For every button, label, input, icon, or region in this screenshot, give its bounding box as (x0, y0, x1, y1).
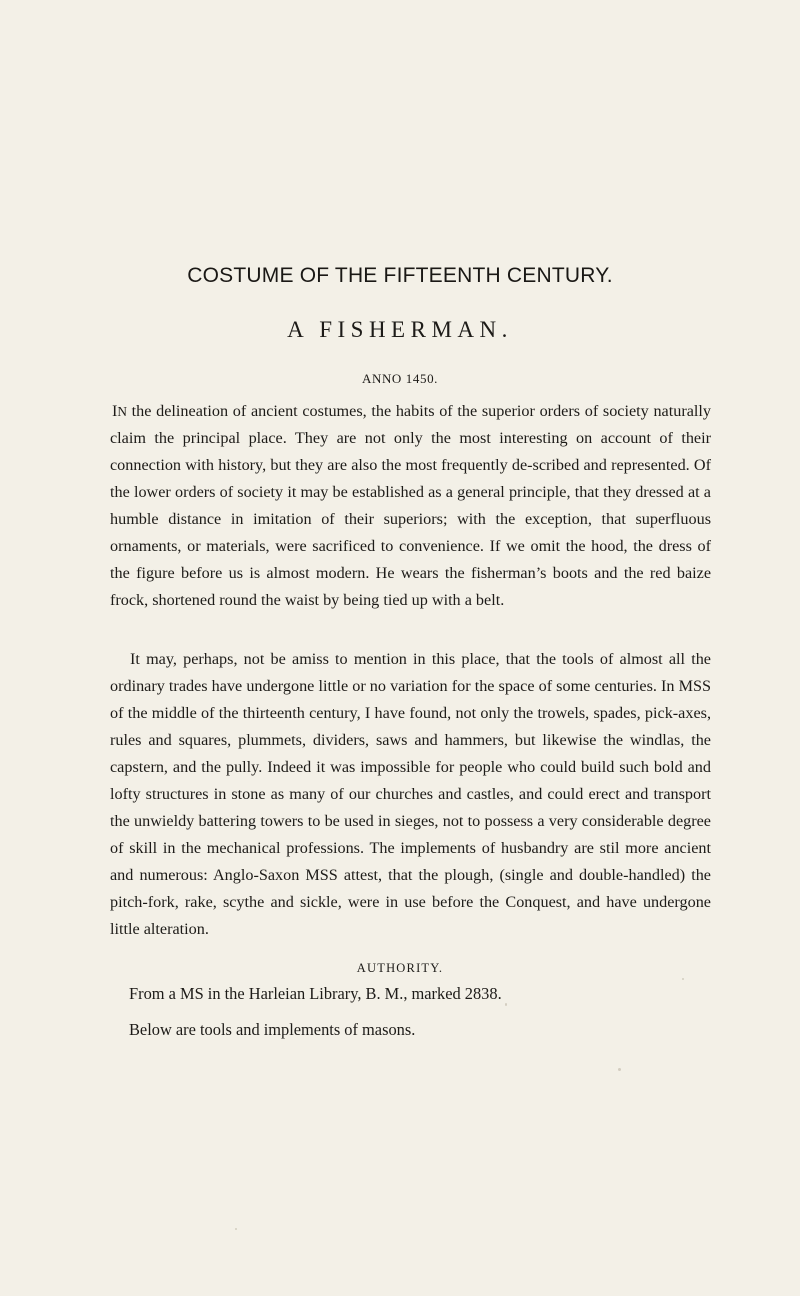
drop-word-rest: N (117, 404, 127, 419)
running-head: COSTUME OF THE FIFTEENTH CENTURY. (187, 264, 613, 287)
closing-text: Below are tools and implements of masons. (129, 1020, 416, 1039)
paper-speck (682, 978, 684, 980)
paper-speck (618, 1068, 621, 1071)
paragraph-2: It may, perhaps, not be amiss to mention in this place, that the tools of almost all the ordinary trades have undergone little or no variation for the space of some centuries. In MSS of the middle of the thirteenth century, I have found, not only the trowels, spades, pick-axes, rules and squares, plummets, dividers, saws and hammers, but likewise the windlas, the capstern, and the pully. Indeed it was impossible for people who could build such bold and lofty structures in stone as many of our churches and castles, and could erect and transport the unwieldy battering towers to be used in sieges, not to possess a very considerable degree of skill in the mechanical professions. The implements of husbandry are stil more ancient and numerous: Anglo-Saxon MSS attest, that the plough, (single and double-handled) the pitch-fork, rake, scythe and sickle, were in use before the Conquest, and have undergone little alteration. (110, 650, 711, 938)
drop-initial: I (112, 402, 118, 420)
authority-heading: AUTHORITY. (356, 961, 444, 975)
paper-speck (235, 1228, 237, 1230)
paragraph-1 (110, 398, 711, 614)
date-line: ANNO 1450. (361, 371, 439, 386)
paper-speck (505, 1003, 507, 1006)
authority-text: From a MS in the Harleian Library, B. M., marked 2838. (129, 984, 502, 1003)
paragraph-1-text: the delineation of ancient costumes, the habits of the superior orders of society naturally claim the principal place. They are not only the most interesting on account of their connection with history, but they are also the most frequently de-scribed and represented. Of the lower orders of society it may be established as a general principle, that they dressed at a humble distance in imitation of their superiors; with the exception, that superfluous ornaments, or materials, were sacrificed to convenience. If we omit the hood, the dress of the figure before us is almost modern. He wears the fisherman’s boots and the red baize frock, shortened round the waist by being tied up with a belt. (110, 402, 711, 609)
plate-title: A FISHERMAN. (287, 317, 513, 342)
